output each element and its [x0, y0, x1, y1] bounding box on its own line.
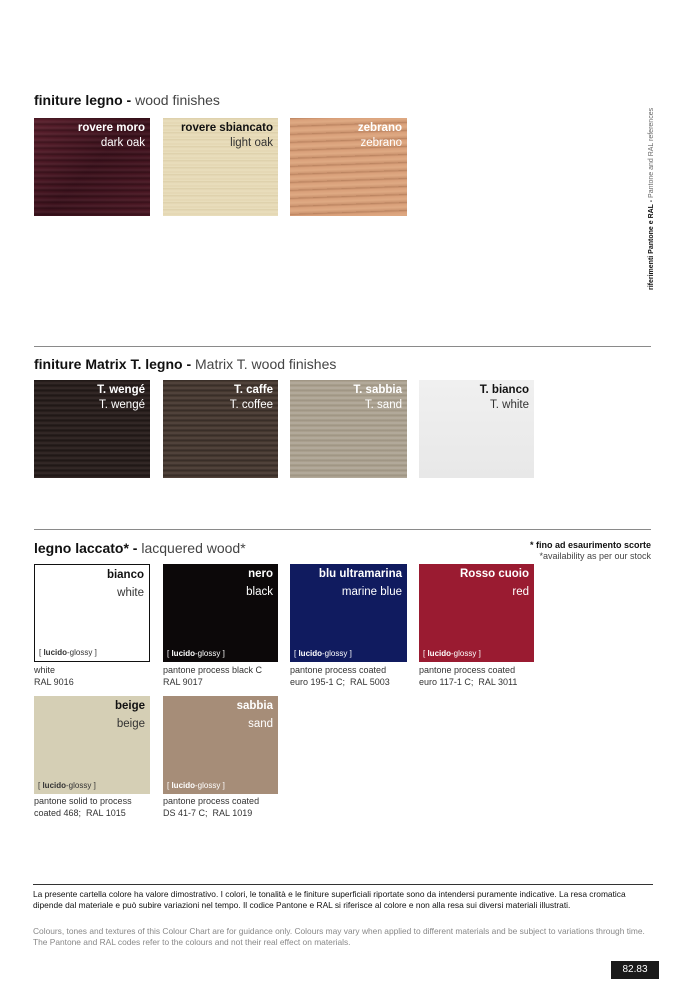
swatch-label-it: T. caffe: [234, 384, 273, 396]
side-label-rest: Pantone and RAL references: [648, 107, 655, 198]
swatch-t-white: [419, 380, 534, 478]
swatch-t-sand: [290, 380, 407, 478]
swatch-label-en: white: [117, 587, 144, 599]
gloss-tag: [ lucido-glossy ]: [294, 649, 352, 658]
gloss-tag: [ lucido-glossy ]: [167, 649, 225, 658]
swatch-label-en: red: [512, 586, 529, 598]
swatch-label-en: dark oak: [100, 137, 145, 149]
lacquered-title-en: lacquered wood*: [141, 540, 246, 556]
swatch-label-it: rovere moro: [77, 122, 145, 134]
disclaimer-italian: La presente cartella colore ha valore dimostrativo. I colori, le tonalità e le finiture superficiali riportate sono da intendersi puramente indicative. La resa cromatica dipende dal materiale e può subire variazioni nel tempo. Il codice Pantone e RAL si riferisce al colore e non alla resa sui diversi materiali illustrati.: [33, 889, 626, 910]
footer-divider: [33, 884, 653, 885]
lacquered-title-it: legno laccato* -: [34, 540, 138, 556]
swatch-sand: [163, 696, 278, 794]
swatch-beige: [34, 696, 150, 794]
section-divider: [34, 529, 651, 530]
wood-title-en: wood finishes: [135, 92, 220, 108]
swatch-red: [419, 564, 534, 662]
gloss-tag: [ lucido-glossy ]: [167, 781, 225, 790]
swatch-label-it: beige: [114, 700, 145, 712]
stock-note-en: *availability as per our stock: [539, 551, 651, 561]
swatch-label-it: nero: [248, 568, 273, 580]
color-code: white RAL 9016: [34, 665, 74, 687]
swatch-label-en: T. sand: [364, 399, 402, 411]
gloss-tag: [ lucido-glossy ]: [38, 781, 96, 790]
wood-section-title: [34, 92, 220, 108]
color-code: pantone solid to process coated 468; RAL 1015: [34, 796, 132, 818]
gloss-tag: [ lucido-glossy ]: [39, 648, 97, 657]
swatch-label-it: T. wengé: [97, 384, 145, 396]
wood-title-it: finiture legno -: [34, 92, 132, 108]
swatch-light-oak: [163, 118, 278, 216]
swatch-label-en: marine blue: [341, 586, 402, 598]
color-code: pantone process coated euro 195-1 C; RAL 5003: [290, 665, 390, 687]
swatch-label-it: T. bianco: [479, 384, 529, 396]
side-label-bold: riferimenti Pantone e RAL -: [648, 199, 655, 290]
swatch-label-en: light oak: [230, 137, 273, 149]
side-label: [648, 108, 655, 290]
swatch-label-it: T. sabbia: [353, 384, 402, 396]
swatch-white: [34, 564, 150, 662]
color-code: pantone process coated euro 117-1 C; RAL 3011: [419, 665, 518, 687]
swatch-marine-blue: [290, 564, 407, 662]
swatch-label-it: Rosso cuoio: [459, 568, 529, 580]
swatch-label-it: rovere sbiancato: [180, 122, 273, 134]
swatch-label-en: T. white: [490, 399, 529, 411]
matrix-section-title: [34, 356, 336, 372]
swatch-dark-oak: [34, 118, 150, 216]
page-number: 82.83: [611, 961, 659, 979]
swatch-label-en: zebrano: [360, 137, 402, 149]
matrix-title-it: finiture Matrix T. legno -: [34, 356, 192, 372]
swatch-black: [163, 564, 278, 662]
swatch-label-en: beige: [116, 718, 145, 730]
section-divider: [34, 346, 651, 347]
stock-note-it: * fino ad esaurimento scorte: [529, 540, 651, 550]
color-code: pantone process coated DS 41-7 C; RAL 1019: [163, 796, 260, 818]
color-code: pantone process black C RAL 9017: [163, 665, 263, 687]
swatch-label-en: black: [246, 586, 273, 598]
gloss-tag: [ lucido-glossy ]: [423, 649, 481, 658]
swatch-label-en: T. wengé: [98, 399, 145, 411]
swatch-t-coffee: [163, 380, 278, 478]
swatch-label-en: sand: [248, 718, 273, 730]
disclaimer-english: Colours, tones and textures of this Colour Chart are for guidance only. Colours may vary when applied to different materials and be subject to variations through time. The Pantone and RAL codes refer to the colours and not their real effect on materials.: [33, 926, 645, 947]
swatch-label-it: sabbia: [236, 700, 273, 712]
matrix-title-en: Matrix T. wood finishes: [195, 356, 337, 372]
swatch-label-it: bianco: [106, 569, 144, 581]
swatch-label-it: blu ultramarina: [318, 568, 402, 580]
swatch-label-en: T. coffee: [229, 399, 273, 411]
swatch-t-wenge: [34, 380, 150, 478]
lacquered-section-title: [34, 540, 246, 556]
swatch-label-it: zebrano: [357, 122, 402, 134]
swatch-zebrano: [290, 118, 407, 216]
